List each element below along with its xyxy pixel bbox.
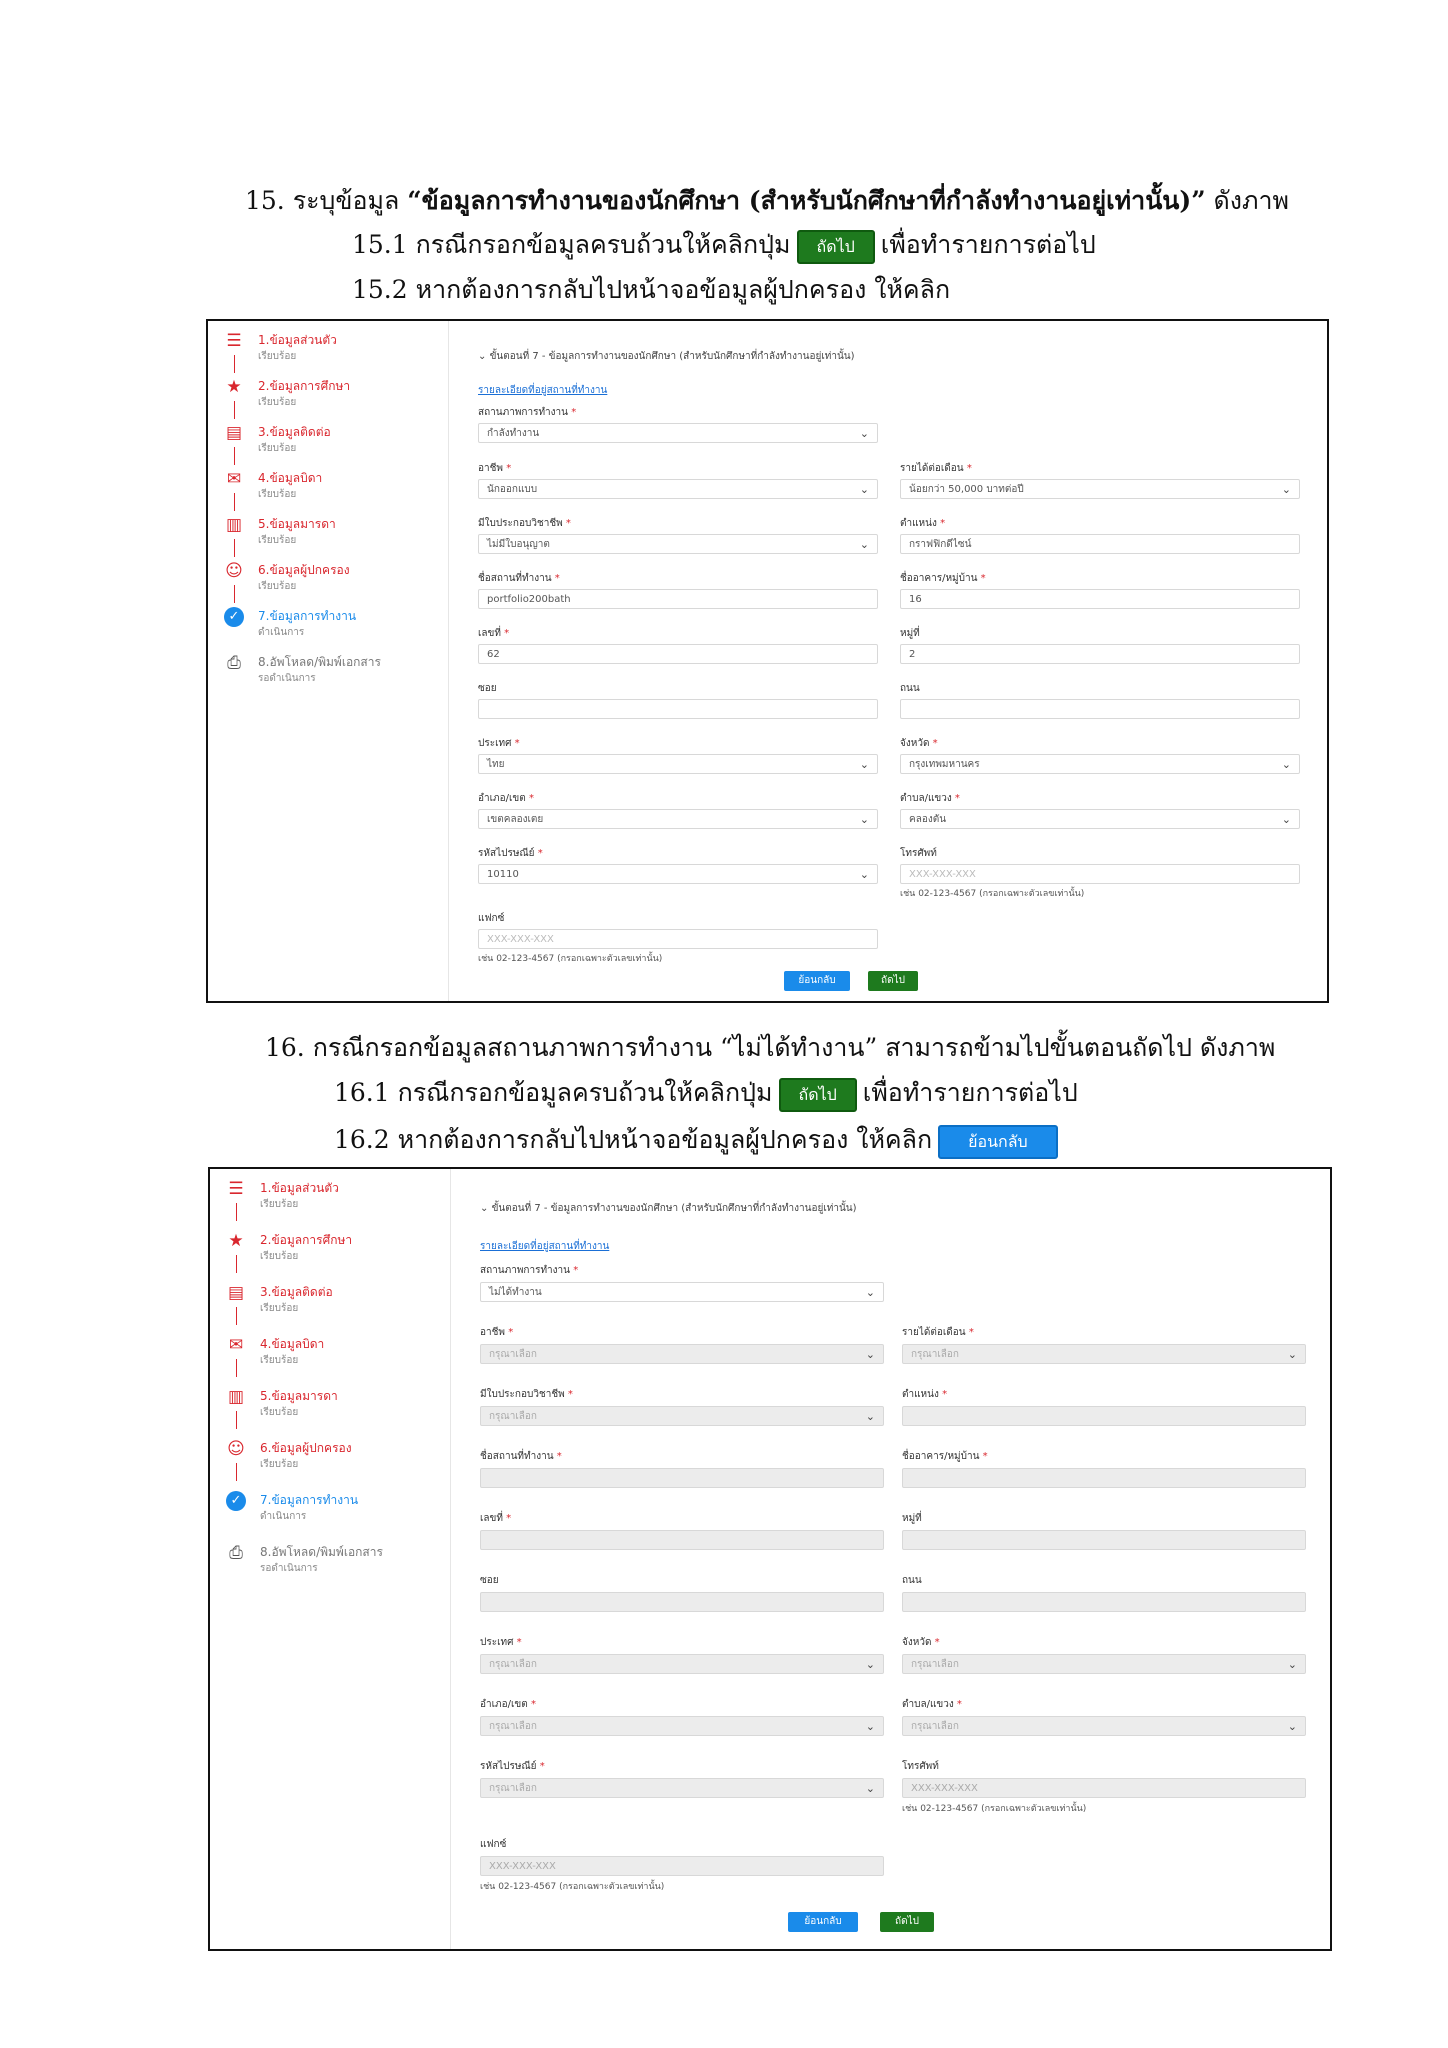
soi-label: ซอย	[480, 1575, 499, 1586]
subdistrict-select[interactable]: กรุณาเลือก ⌄	[902, 1716, 1306, 1736]
inline-next-button: ถัดไป	[779, 1078, 857, 1112]
phone-hint: เช่น 02-123-4567 (กรอกเฉพาะตัวเลขเท่านั้น)	[900, 889, 1085, 899]
id-card-icon: ▤	[225, 423, 243, 443]
occupation-select[interactable]: นักออกแบบ ⌄	[478, 479, 878, 499]
building-label: ชื่ออาคาร/หมู่บ้าน *	[900, 573, 986, 584]
road-input[interactable]	[900, 699, 1300, 719]
phone-input[interactable]: XXX-XXX-XXX	[902, 1778, 1306, 1798]
next-button[interactable]: ถัดไป	[880, 1912, 934, 1932]
s15-title: “ข้อมูลการทำงานของนักศึกษา (สำหรับนักศึกษาที่กำลังทำงานอยู่เท่านั้น)”	[407, 186, 1206, 215]
phone-label: โทรศัพท์	[902, 1761, 939, 1772]
position-label: ตำแหน่ง *	[900, 518, 946, 529]
country-label: ประเทศ *	[478, 738, 520, 749]
income-label: รายได้ต่อเดือน *	[902, 1327, 974, 1338]
province-select[interactable]: กรุงเทพมหานคร ⌄	[900, 754, 1300, 774]
district-select[interactable]: เขตคลองเตย ⌄	[478, 809, 878, 829]
sidebar-step-2[interactable]: ★ 2.ข้อมูลการศึกษา เรียบร้อย	[220, 1229, 440, 1275]
chevron-down-icon: ⌄	[865, 1348, 875, 1361]
form-content	[450, 1169, 1330, 1949]
sidebar-step-7[interactable]: ✓ 7.ข้อมูลการทำงาน ดำเนินการ	[218, 605, 438, 651]
license-label: มีใบประกอบวิชาชีพ *	[478, 518, 571, 529]
income-select[interactable]: กรุณาเลือก ⌄	[902, 1344, 1306, 1364]
license-label: มีใบประกอบวิชาชีพ *	[480, 1389, 573, 1400]
chevron-down-icon: ⌄	[1281, 483, 1291, 496]
s15-2-line: 15.2 หากต้องการกลับไปหน้าจอข้อมูลผู้ปกครอง ให้คลิก	[352, 275, 951, 304]
soi-input[interactable]	[480, 1592, 884, 1612]
house-no-label: เลขที่ *	[480, 1513, 512, 1524]
s15-heading: 15. ระบุข้อมูล “ข้อมูลการทำงานของนักศึกษา (สำหรับนักศึกษาที่กำลังทำงานอยู่เท่านั้น)” ดังภาพ	[245, 186, 1289, 215]
people-icon: ☺	[227, 1439, 245, 1459]
sidebar-step-3[interactable]: ▤ 3.ข้อมูลติดต่อ เรียบร้อย	[220, 1281, 440, 1327]
district-label: อำเภอ/เขต *	[480, 1699, 536, 1710]
chevron-down-icon: ⌄	[1281, 813, 1291, 826]
mail-icon: ✉	[226, 469, 242, 489]
database-icon: ☰	[226, 331, 242, 351]
sidebar-step-5[interactable]: ▥ 5.ข้อมูลมารดา เรียบร้อย	[220, 1385, 440, 1431]
printer-icon: ⎙	[227, 653, 241, 673]
star-icon: ★	[226, 377, 242, 397]
check-circle-icon: ✓	[224, 607, 244, 627]
chevron-down-icon: ⌄	[859, 758, 869, 771]
postcode-select[interactable]: 10110 ⌄	[478, 864, 878, 884]
mail-icon: ✉	[228, 1335, 244, 1355]
workplace-label: ชื่อสถานที่ทำงาน *	[478, 573, 560, 584]
screenshot-working	[206, 319, 1329, 1003]
sidebar-step-5[interactable]: ▥ 5.ข้อมูลมารดา เรียบร้อย	[218, 513, 438, 559]
country-label: ประเทศ *	[480, 1637, 522, 1648]
chevron-down-icon: ⌄	[859, 483, 869, 496]
phone-input[interactable]: XXX-XXX-XXX	[900, 864, 1300, 884]
screenshot-not-working	[208, 1167, 1332, 1951]
chevron-down-icon: ⌄	[480, 1203, 489, 1214]
workplace-address-link[interactable]: รายละเอียดที่อยู่สถานที่ทำงาน	[480, 1241, 610, 1252]
house-no-input[interactable]: 62	[478, 644, 878, 664]
work-status-label: สถานภาพการทำงาน *	[478, 407, 577, 418]
occupation-label: อาชีพ *	[480, 1327, 514, 1338]
workplace-input[interactable]: portfolio200bath	[478, 589, 878, 609]
province-label: จังหวัด *	[900, 738, 938, 749]
sidebar-step-1[interactable]: ☰ 1.ข้อมูลส่วนตัว เรียบร้อย	[218, 329, 438, 375]
chevron-down-icon: ⌄	[865, 1410, 875, 1423]
chevron-down-icon: ⌄	[865, 1782, 875, 1795]
income-label: รายได้ต่อเดือน *	[900, 463, 972, 474]
fax-input[interactable]: XXX-XXX-XXX	[478, 929, 878, 949]
subdistrict-label: ตำบล/แขวง *	[902, 1699, 962, 1710]
country-select[interactable]: ไทย ⌄	[478, 754, 878, 774]
next-button[interactable]: ถัดไป	[868, 971, 918, 991]
phone-hint: เช่น 02-123-4567 (กรอกเฉพาะตัวเลขเท่านั้น)	[902, 1804, 1087, 1814]
chevron-down-icon: ⌄	[865, 1286, 875, 1299]
phone-label: โทรศัพท์	[900, 848, 937, 859]
sidebar-step-4[interactable]: ✉ 4.ข้อมูลบิดา เรียบร้อย	[218, 467, 438, 513]
income-select[interactable]: น้อยกว่า 50,000 บาทต่อปี ⌄	[900, 479, 1300, 499]
sidebar-step-6[interactable]: ☺ 6.ข้อมูลผู้ปกครอง เรียบร้อย	[218, 559, 438, 605]
s16-heading: 16. กรณีกรอกข้อมูลสถานภาพการทำงาน “ไม่ได้ทำงาน” สามารถข้ามไปขั้นตอนถัดไป ดังภาพ	[265, 1033, 1276, 1062]
chevron-down-icon: ⌄	[865, 1720, 875, 1733]
workplace-address-link[interactable]: รายละเอียดที่อยู่สถานที่ทำงาน	[478, 385, 608, 396]
check-circle-icon: ✓	[226, 1491, 246, 1511]
postcode-select[interactable]: กรุณาเลือก ⌄	[480, 1778, 884, 1798]
fax-hint: เช่น 02-123-4567 (กรอกเฉพาะตัวเลขเท่านั้น)	[480, 1882, 665, 1892]
id-card-icon: ▤	[227, 1283, 245, 1303]
position-input[interactable]: กราฟฟิกดีไซน์	[900, 534, 1300, 554]
back-button[interactable]: ย้อนกลับ	[784, 971, 850, 991]
soi-label: ซอย	[478, 683, 497, 694]
soi-input[interactable]	[478, 699, 878, 719]
building-input[interactable]: 16	[900, 589, 1300, 609]
fax-input[interactable]: XXX-XXX-XXX	[480, 1856, 884, 1876]
house-no-input[interactable]	[480, 1530, 884, 1550]
district-label: อำเภอ/เขต *	[478, 793, 534, 804]
work-status-select[interactable]: ไม่ได้ทำงาน ⌄	[480, 1282, 884, 1302]
people-icon: ☺	[225, 561, 243, 581]
occupation-select[interactable]: กรุณาเลือก ⌄	[480, 1344, 884, 1364]
workplace-input[interactable]	[480, 1468, 884, 1488]
section-title[interactable]: ⌄ ขั้นตอนที่ 7 - ข้อมูลการทำงานของนักศึกษา (สำหรับนักศึกษาที่กำลังทำงานอยู่เท่านั้น)	[478, 351, 855, 362]
chevron-down-icon: ⌄	[1281, 758, 1291, 771]
sidebar-step-4[interactable]: ✉ 4.ข้อมูลบิดา เรียบร้อย	[220, 1333, 440, 1379]
moo-input[interactable]	[902, 1530, 1306, 1550]
province-label: จังหวัด *	[902, 1637, 940, 1648]
inline-next-button: ถัดไป	[797, 230, 875, 264]
road-label: ถนน	[902, 1575, 922, 1586]
chevron-down-icon: ⌄	[859, 427, 869, 440]
building-input[interactable]	[902, 1468, 1306, 1488]
position-label: ตำแหน่ง *	[902, 1389, 948, 1400]
fax-label: แฟกซ์	[478, 913, 505, 924]
building-label: ชื่ออาคาร/หมู่บ้าน *	[902, 1451, 988, 1462]
s16-2-line: 16.2 หากต้องการกลับไปหน้าจอข้อมูลผู้ปกครอง ให้คลิก ย้อนกลับ	[334, 1122, 1064, 1159]
fax-label: แฟกซ์	[480, 1839, 507, 1850]
section-title[interactable]: ⌄ ขั้นตอนที่ 7 - ข้อมูลการทำงานของนักศึกษา (สำหรับนักศึกษาที่กำลังทำงานอยู่เท่านั้น)	[480, 1203, 857, 1214]
book-icon: ▥	[227, 1387, 245, 1407]
district-select[interactable]: กรุณาเลือก ⌄	[480, 1716, 884, 1736]
road-input[interactable]	[902, 1592, 1306, 1612]
sidebar	[208, 321, 449, 1001]
sidebar	[210, 1169, 451, 1949]
work-status-label: สถานภาพการทำงาน *	[480, 1265, 579, 1276]
chevron-down-icon: ⌄	[478, 351, 487, 362]
chevron-down-icon: ⌄	[859, 538, 869, 551]
sidebar-step-3[interactable]: ▤ 3.ข้อมูลติดต่อ เรียบร้อย	[218, 421, 438, 467]
chevron-down-icon: ⌄	[859, 868, 869, 881]
position-input[interactable]	[902, 1406, 1306, 1426]
inline-back-button: ย้อนกลับ	[938, 1125, 1058, 1159]
license-select[interactable]: ไม่มีใบอนุญาต ⌄	[478, 534, 878, 554]
postcode-label: รหัสไปรษณีย์ *	[478, 848, 543, 859]
sidebar-step-6[interactable]: ☺ 6.ข้อมูลผู้ปกครอง เรียบร้อย	[220, 1437, 440, 1483]
occupation-label: อาชีพ *	[478, 463, 512, 474]
subdistrict-label: ตำบล/แขวง *	[900, 793, 960, 804]
chevron-down-icon: ⌄	[859, 813, 869, 826]
sidebar-step-1[interactable]: ☰ 1.ข้อมูลส่วนตัว เรียบร้อย	[220, 1177, 440, 1223]
work-status-select[interactable]: กำลังทำงาน ⌄	[478, 423, 878, 443]
license-select[interactable]: กรุณาเลือก ⌄	[480, 1406, 884, 1426]
chevron-down-icon: ⌄	[1287, 1348, 1297, 1361]
database-icon: ☰	[228, 1179, 244, 1199]
chevron-down-icon: ⌄	[1287, 1658, 1297, 1671]
road-label: ถนน	[900, 683, 920, 694]
printer-icon: ⎙	[229, 1543, 243, 1563]
subdistrict-select[interactable]: คลองตัน ⌄	[900, 809, 1300, 829]
star-icon: ★	[228, 1231, 244, 1251]
postcode-label: รหัสไปรษณีย์ *	[480, 1761, 545, 1772]
workplace-label: ชื่อสถานที่ทำงาน *	[480, 1451, 562, 1462]
sidebar-step-2[interactable]: ★ 2.ข้อมูลการศึกษา เรียบร้อย	[218, 375, 438, 421]
fax-hint: เช่น 02-123-4567 (กรอกเฉพาะตัวเลขเท่านั้น)	[478, 954, 663, 964]
house-no-label: เลขที่ *	[478, 628, 510, 639]
sidebar-step-7[interactable]: ✓ 7.ข้อมูลการทำงาน ดำเนินการ	[220, 1489, 440, 1535]
form-content	[448, 321, 1327, 1001]
chevron-down-icon: ⌄	[1287, 1720, 1297, 1733]
province-select[interactable]: กรุณาเลือก ⌄	[902, 1654, 1306, 1674]
sidebar-step-8[interactable]: ⎙ 8.อัพโหลด/พิมพ์เอกสาร รอดำเนินการ	[220, 1541, 440, 1587]
moo-label: หมู่ที่	[902, 1513, 922, 1524]
country-select[interactable]: กรุณาเลือก ⌄	[480, 1654, 884, 1674]
chevron-down-icon: ⌄	[865, 1658, 875, 1671]
sidebar-step-8[interactable]: ⎙ 8.อัพโหลด/พิมพ์เอกสาร รอดำเนินการ	[218, 651, 438, 697]
moo-label: หมู่ที่	[900, 628, 920, 639]
book-icon: ▥	[225, 515, 243, 535]
back-button[interactable]: ย้อนกลับ	[788, 1912, 858, 1932]
moo-input[interactable]: 2	[900, 644, 1300, 664]
s16-1-line: 16.1 กรณีกรอกข้อมูลครบถ้วนให้คลิกปุ่ม ถัดไป เพื่อทำรายการต่อไป	[334, 1075, 1078, 1112]
s15-1-line: 15.1 กรณีกรอกข้อมูลครบถ้วนให้คลิกปุ่ม ถัดไป เพื่อทำรายการต่อไป	[352, 227, 1096, 264]
